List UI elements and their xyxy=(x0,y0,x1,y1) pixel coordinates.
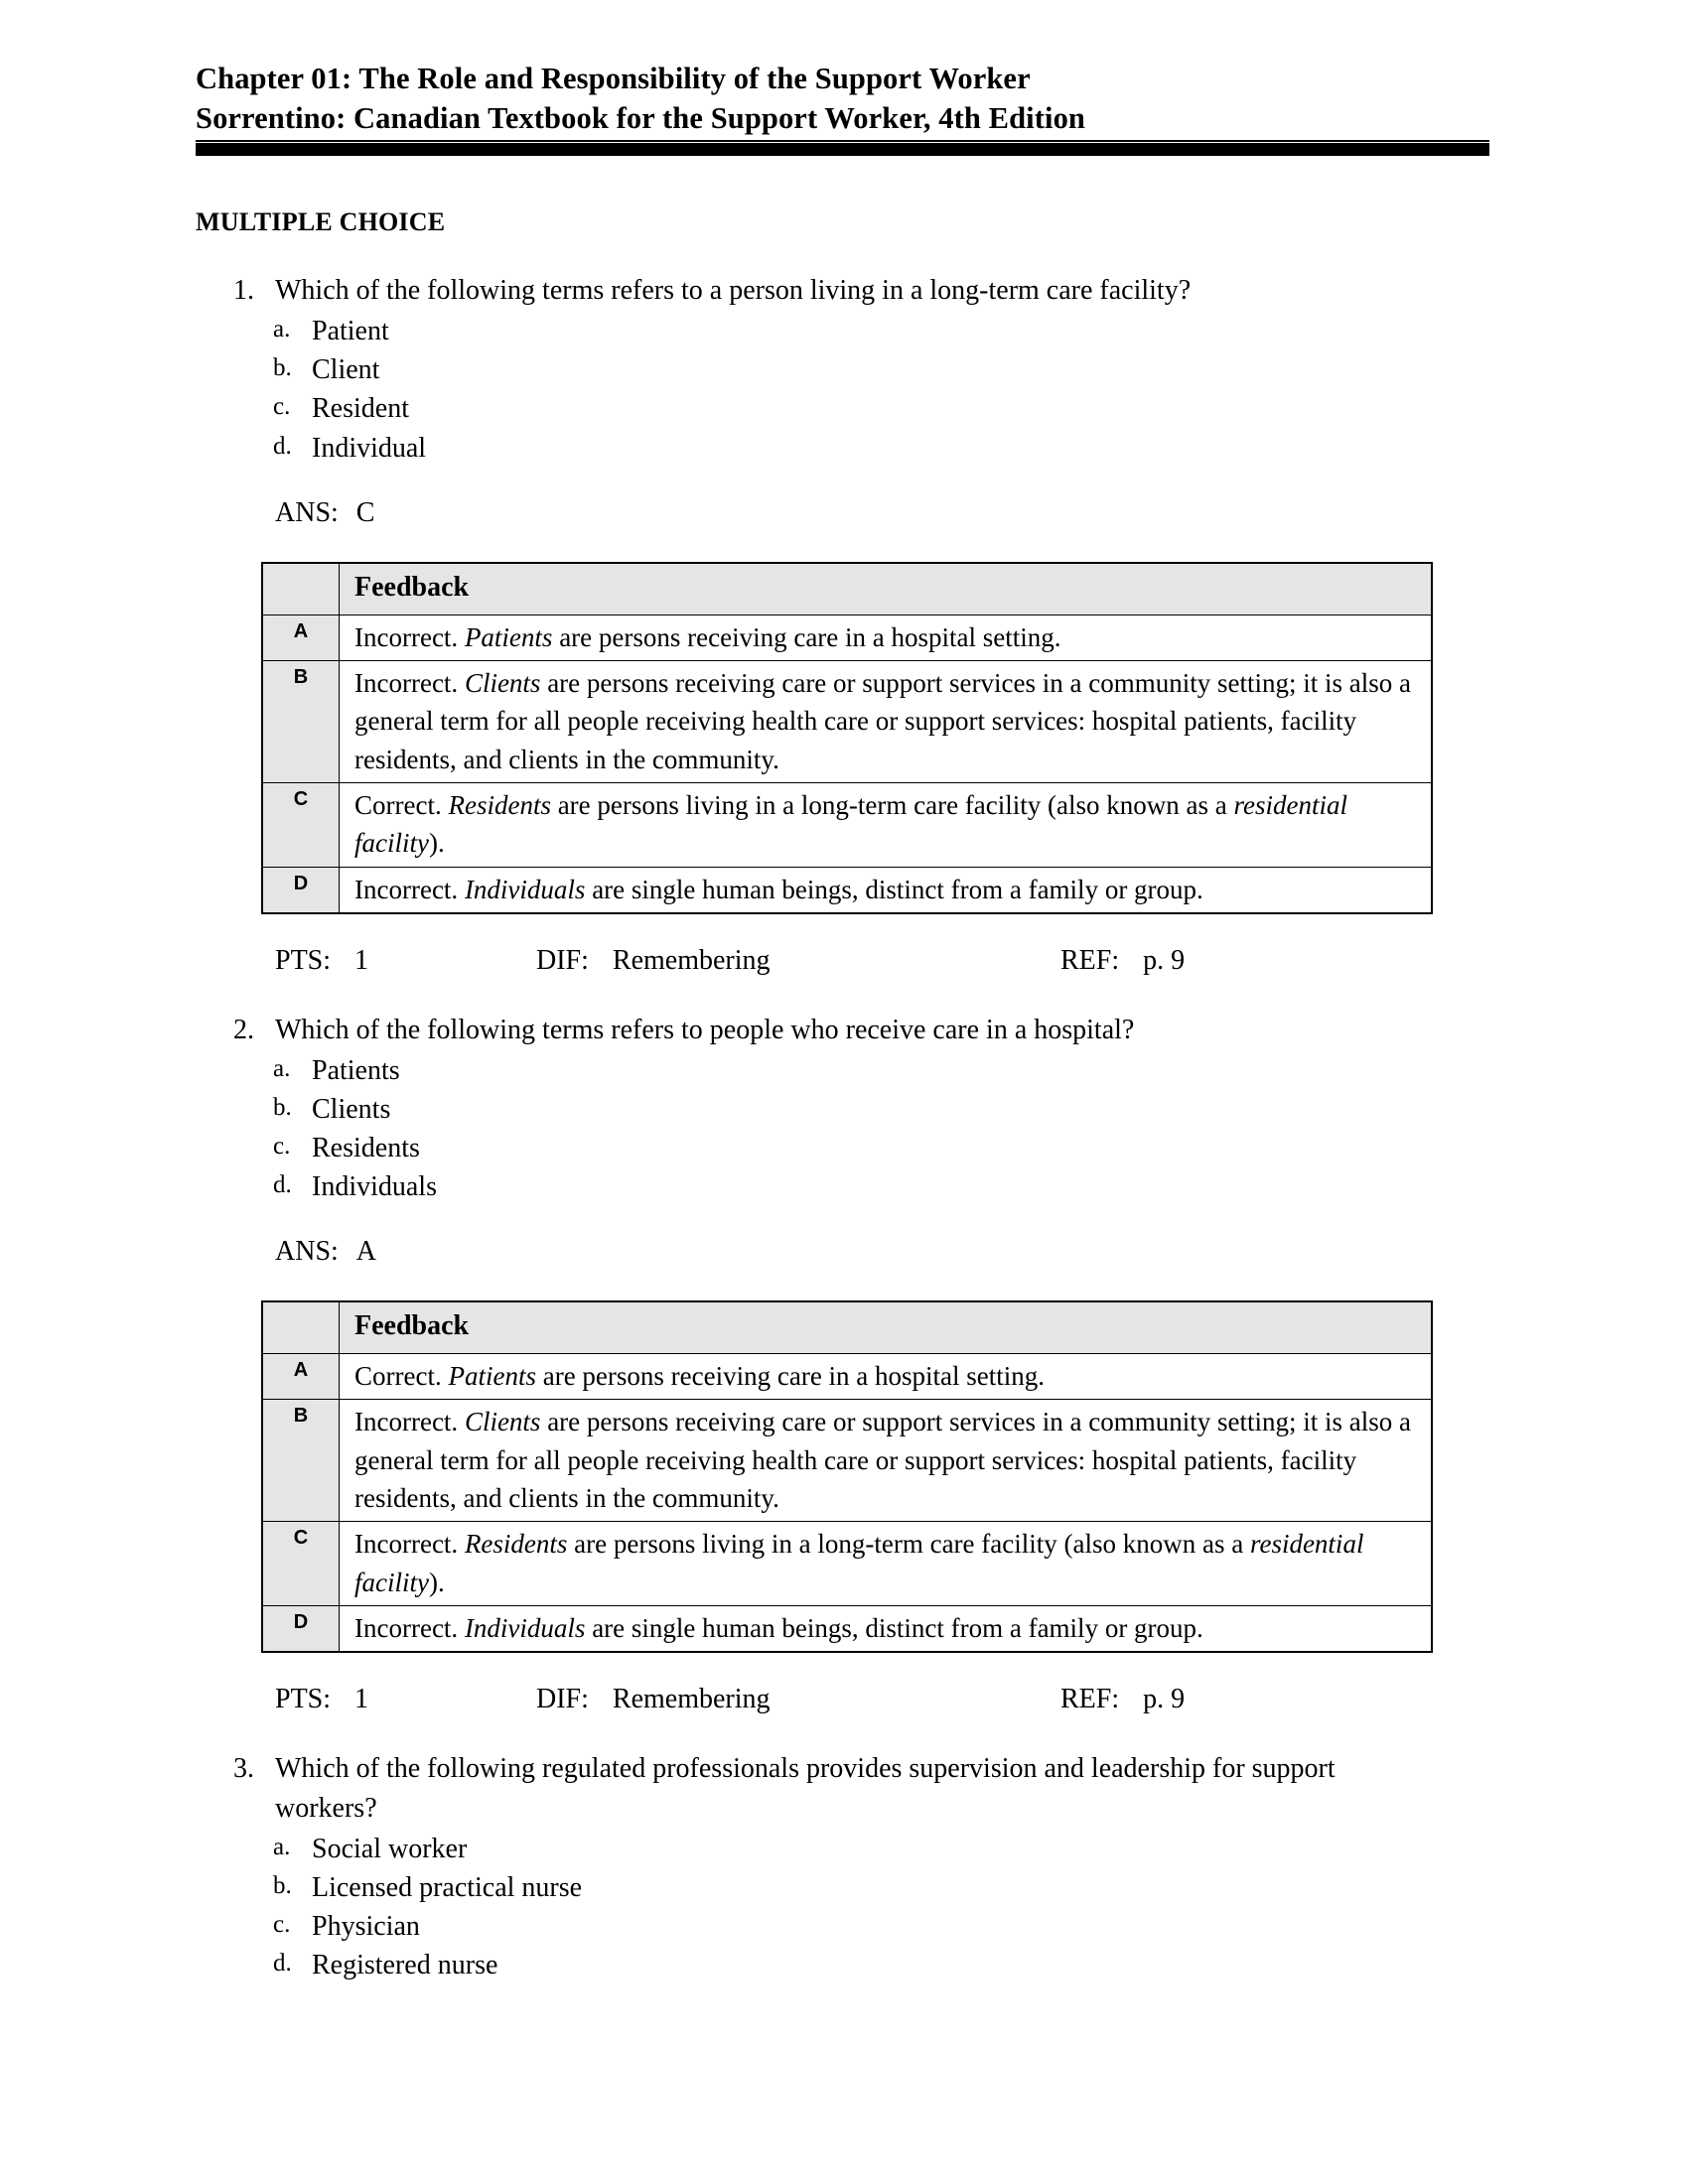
option-text: Individual xyxy=(312,432,427,464)
option-text: Individuals xyxy=(312,1171,437,1203)
feedback-table-row xyxy=(262,1606,1432,1653)
pts-value: 1 xyxy=(354,944,369,976)
option-text: Licensed practical nurse xyxy=(312,1872,583,1904)
option-text: Clients xyxy=(312,1093,391,1125)
option-letter: c. xyxy=(273,393,291,421)
option-text: Client xyxy=(312,354,380,386)
question-text: Which of the following terms refers to people who receive care in a hospital? xyxy=(275,1014,1135,1045)
feedback-table-row xyxy=(262,1400,1432,1522)
option-text: Registered nurse xyxy=(312,1950,498,1981)
ref-value: p. 9 xyxy=(1143,944,1186,976)
answer-label: ANS: xyxy=(275,496,339,528)
ref-value: p. 9 xyxy=(1143,1684,1186,1715)
option-text: Residents xyxy=(312,1132,420,1163)
feedback-table-wrapper xyxy=(261,1300,1688,1653)
option-letter: b. xyxy=(273,1093,292,1121)
header-rule-thin xyxy=(196,140,1489,142)
questions-container xyxy=(0,271,1688,1984)
feedback-option-text: Incorrect. Patients are persons receiving care in a hospital setting. xyxy=(340,614,1433,660)
feedback-option-text: Incorrect. Individuals are single human beings, distinct from a family or group. xyxy=(340,867,1433,913)
option-row[interactable] xyxy=(273,1051,1688,1090)
feedback-table-row xyxy=(262,782,1432,867)
option-row[interactable] xyxy=(273,1129,1688,1167)
pts-value: 1 xyxy=(354,1684,369,1715)
header-textbook-line: Sorrentino: Canadian Textbook for the Support Worker, 4th Edition xyxy=(196,100,1085,135)
feedback-option-text: Incorrect. Clients are persons receiving care or support services in a community setting; it is also a general term for all people receiving health care or support services: hospital patients, facility residents, and clients in the community. xyxy=(340,660,1433,782)
option-row[interactable] xyxy=(273,389,1688,428)
question-block xyxy=(0,1749,1688,1984)
option-letter: b. xyxy=(273,1872,292,1900)
feedback-header-label: Feedback xyxy=(340,1301,1433,1353)
option-row[interactable] xyxy=(273,1830,1688,1868)
answer-value: A xyxy=(355,1236,377,1268)
option-list xyxy=(273,312,1688,468)
option-row[interactable] xyxy=(273,1868,1688,1907)
option-letter: c. xyxy=(273,1132,291,1160)
feedback-table-header-row xyxy=(262,563,1432,614)
pts-label-group xyxy=(275,1684,536,1715)
option-list xyxy=(273,1051,1688,1207)
feedback-table xyxy=(261,562,1433,914)
question-number: 2. xyxy=(233,1014,254,1045)
feedback-table-wrapper xyxy=(261,562,1688,914)
ref-label-group xyxy=(1060,1684,1185,1715)
feedback-option-letter: D xyxy=(262,1606,340,1653)
pts-label: PTS: xyxy=(275,1684,332,1715)
option-text: Physician xyxy=(312,1911,420,1943)
feedback-option-text: Incorrect. Residents are persons living in a long-term care facility (also known as a residential facility). xyxy=(340,1522,1433,1606)
feedback-option-text: Correct. Residents are persons living in a long-term care facility (also known as a residential facility). xyxy=(340,782,1433,867)
dif-value: Remembering xyxy=(612,944,771,976)
question-metadata-line xyxy=(275,1684,1688,1715)
feedback-table-row xyxy=(262,1522,1432,1606)
dif-value: Remembering xyxy=(612,1684,771,1715)
answer-line xyxy=(275,497,1688,529)
option-letter: a. xyxy=(273,316,291,343)
feedback-option-letter: A xyxy=(262,1354,340,1400)
option-letter: d. xyxy=(273,1950,292,1978)
dif-label-group xyxy=(536,1684,1060,1715)
ref-label: REF: xyxy=(1060,1684,1120,1715)
option-text: Resident xyxy=(312,393,409,425)
feedback-header-label: Feedback xyxy=(340,563,1433,614)
option-text: Social worker xyxy=(312,1833,468,1864)
question-number: 1. xyxy=(233,275,254,307)
option-letter: d. xyxy=(273,432,292,460)
feedback-table-header-row xyxy=(262,1301,1432,1353)
question-number: 3. xyxy=(233,1753,254,1785)
answer-line xyxy=(275,1236,1688,1268)
option-row[interactable] xyxy=(273,429,1688,468)
option-row[interactable] xyxy=(273,1907,1688,1946)
question-block xyxy=(0,1011,1688,1716)
feedback-option-letter: D xyxy=(262,867,340,913)
option-letter: c. xyxy=(273,1911,291,1939)
feedback-option-text: Incorrect. Individuals are single human beings, distinct from a family or group. xyxy=(340,1606,1433,1653)
option-letter: a. xyxy=(273,1833,291,1860)
feedback-table-row xyxy=(262,660,1432,782)
question-text: Which of the following terms refers to a person living in a long-term care facility? xyxy=(275,275,1192,307)
question-metadata-line xyxy=(275,945,1688,977)
option-letter: d. xyxy=(273,1171,292,1199)
answer-label: ANS: xyxy=(275,1236,339,1268)
document-header xyxy=(196,60,1489,138)
feedback-option-letter: C xyxy=(262,782,340,867)
feedback-option-letter: A xyxy=(262,614,340,660)
option-row[interactable] xyxy=(273,350,1688,389)
option-row[interactable] xyxy=(273,312,1688,350)
option-row[interactable] xyxy=(273,1946,1688,1984)
pts-label: PTS: xyxy=(275,944,332,976)
feedback-option-letter: C xyxy=(262,1522,340,1606)
header-chapter-line: Chapter 01: The Role and Responsibility of the Support Worker xyxy=(196,62,1031,95)
section-title-multiple-choice: MULTIPLE CHOICE xyxy=(196,207,446,237)
pts-label-group xyxy=(275,945,536,977)
option-letter: a. xyxy=(273,1054,291,1082)
feedback-table-row xyxy=(262,867,1432,913)
feedback-option-letter: B xyxy=(262,660,340,782)
answer-value: C xyxy=(355,496,375,528)
question-block xyxy=(0,271,1688,977)
dif-label: DIF: xyxy=(536,944,589,976)
option-text: Patient xyxy=(312,316,389,347)
question-text: Which of the following regulated professionals provides supervision and leadership for support workers? xyxy=(275,1753,1336,1825)
option-row[interactable] xyxy=(273,1167,1688,1206)
dif-label: DIF: xyxy=(536,1684,589,1715)
option-text: Patients xyxy=(312,1054,400,1086)
feedback-table xyxy=(261,1300,1433,1653)
ref-label-group xyxy=(1060,945,1185,977)
option-list xyxy=(273,1830,1688,1985)
header-rule-thick xyxy=(196,143,1489,156)
option-row[interactable] xyxy=(273,1090,1688,1129)
feedback-option-text: Incorrect. Clients are persons receiving care or support services in a community setting; it is also a general term for all people receiving health care or support services: hospital patients, facility residents, and clients in the community. xyxy=(340,1400,1433,1522)
feedback-option-text: Correct. Patients are persons receiving care in a hospital setting. xyxy=(340,1354,1433,1400)
dif-label-group xyxy=(536,945,1060,977)
question-stem xyxy=(233,271,1688,311)
ref-label: REF: xyxy=(1060,944,1120,976)
question-stem xyxy=(233,1011,1688,1050)
feedback-header-letter-cell xyxy=(262,563,340,614)
feedback-option-letter: B xyxy=(262,1400,340,1522)
feedback-header-letter-cell xyxy=(262,1301,340,1353)
feedback-table-row xyxy=(262,614,1432,660)
feedback-table-row xyxy=(262,1354,1432,1400)
option-letter: b. xyxy=(273,354,292,382)
question-stem xyxy=(233,1749,1688,1829)
